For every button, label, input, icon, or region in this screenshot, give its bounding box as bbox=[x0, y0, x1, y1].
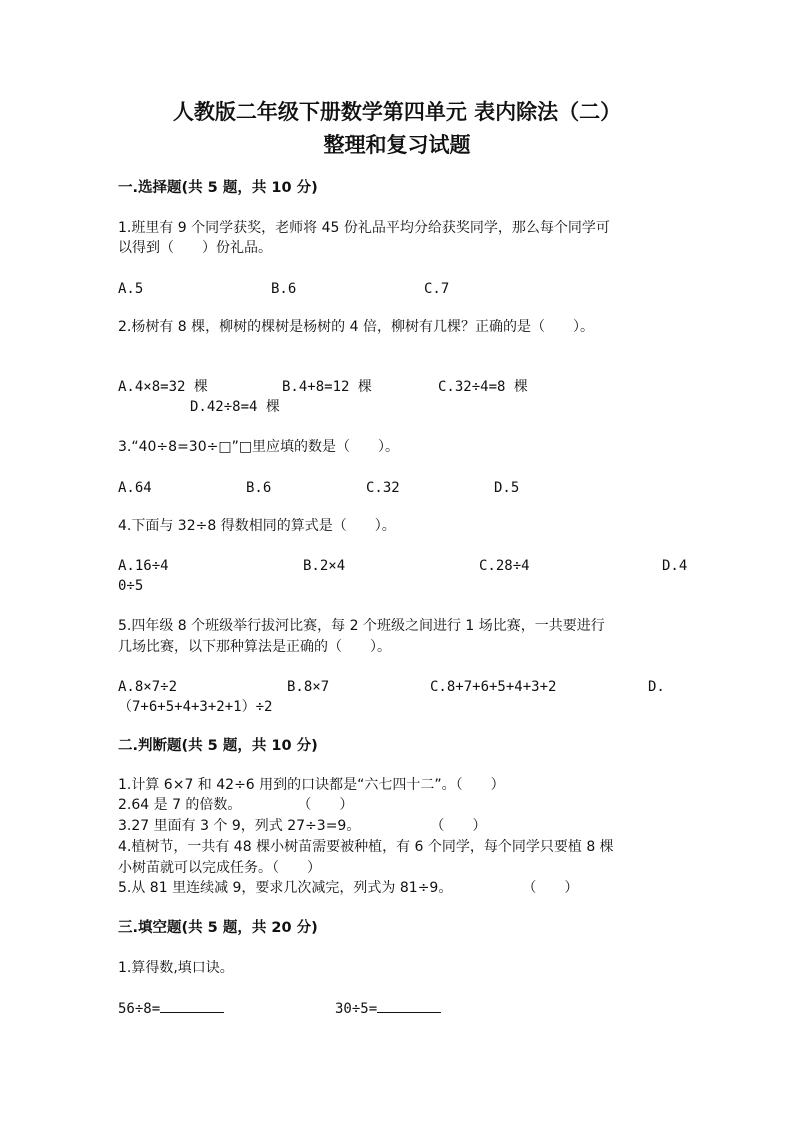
judge-item-2: 2.64 是 7 的倍数。 （ ） bbox=[118, 797, 354, 813]
answer-line[interactable] bbox=[160, 998, 224, 1013]
question-1-line1: 1.班里有 9 个同学获奖，老师将 45 份礼品平均分给获奖同学，那么每个同学可 bbox=[118, 220, 610, 236]
question-3-line1: 3.“40÷8=30÷□”□里应填的数是（ ）。 bbox=[118, 439, 400, 455]
question-4-line1: 4.下面与 32÷8 得数相同的算式是（ ）。 bbox=[118, 518, 396, 534]
fill-blank-1-expr: 56÷8= bbox=[118, 1001, 161, 1017]
judge-item-4-line2: 小树苗就可以完成任务。（ ） bbox=[118, 860, 321, 876]
q2-option-d: D.42÷8=4 棵 bbox=[190, 399, 280, 415]
answer-line[interactable] bbox=[377, 998, 441, 1013]
q2-option-a: A.4×8=32 棵 bbox=[118, 379, 208, 395]
q2-option-b: B.4+8=12 棵 bbox=[282, 379, 372, 395]
judge-item-3: 3.27 里面有 3 个 9，列式 27÷3=9。 （ ） bbox=[118, 818, 487, 834]
question-1-line2: 以得到（ ）份礼品。 bbox=[118, 240, 272, 256]
judge-item-4-line1: 4.植树节，一共有 48 棵小树苗需要被种植，有 6 个同学，每个同学只要植 8 棵 bbox=[118, 839, 614, 855]
judge-item-1: 1.计算 6×7 和 42÷6 用到的口诀都是“六七四十二”。（ ） bbox=[118, 777, 505, 793]
section-heading-judge: 二.判断题(共 5 题，共 10 分) bbox=[118, 738, 318, 754]
q4-option-c: C.28÷4 bbox=[479, 558, 530, 574]
q2-option-c: C.32÷4=8 棵 bbox=[438, 379, 528, 395]
q4-option-a: A.16÷4 bbox=[118, 558, 169, 574]
section-heading-fill: 三.填空题(共 5 题，共 20 分) bbox=[118, 920, 318, 936]
section-heading-choice: 一.选择题(共 5 题，共 10 分) bbox=[118, 180, 318, 196]
q3-option-a: A.64 bbox=[118, 480, 152, 496]
q4-option-d-wrap: 0÷5 bbox=[118, 578, 144, 594]
fill-blank-1[interactable] bbox=[118, 998, 224, 1019]
q1-option-c: C.7 bbox=[424, 281, 450, 297]
question-5-line2: 几场比赛，以下那种算法是正确的（ ）。 bbox=[118, 639, 391, 655]
judge-item-5: 5.从 81 里连续减 9，要求几次减完，列式为 81÷9。 （ ） bbox=[118, 880, 579, 896]
q5-option-b: B.8×7 bbox=[287, 679, 330, 695]
q5-option-c: C.8+7+6+5+4+3+2 bbox=[430, 679, 557, 695]
fill-blank-2-expr: 30÷5= bbox=[335, 1001, 378, 1017]
page-title-line1: 人教版二年级下册数学第四单元 表内除法（二） bbox=[172, 99, 622, 124]
q4-option-b: B.2×4 bbox=[303, 558, 346, 574]
q3-option-d: D.5 bbox=[494, 480, 520, 496]
q5-option-a: A.8×7÷2 bbox=[118, 679, 178, 695]
fill-question-1: 1.算得数,填口诀。 bbox=[118, 960, 234, 976]
q3-option-c: C.32 bbox=[366, 480, 400, 496]
question-5-line1: 5.四年级 8 个班级举行拔河比赛，每 2 个班级之间进行 1 场比赛，一共要进行 bbox=[118, 618, 605, 634]
q3-option-b: B.6 bbox=[246, 480, 272, 496]
fill-blank-2[interactable] bbox=[335, 998, 441, 1019]
q5-option-d-wrap: （7+6+5+4+3+2+1）÷2 bbox=[118, 699, 273, 715]
q5-option-d: D. bbox=[648, 679, 665, 695]
page-title-line2: 整理和复习试题 bbox=[323, 132, 471, 157]
q4-option-d: D.4 bbox=[662, 558, 688, 574]
question-2-line1: 2.杨树有 8 棵，柳树的棵树是杨树的 4 倍，柳树有几棵？正确的是（ ）。 bbox=[118, 319, 594, 335]
q1-option-b: B.6 bbox=[271, 281, 297, 297]
q1-option-a: A.5 bbox=[118, 281, 144, 297]
